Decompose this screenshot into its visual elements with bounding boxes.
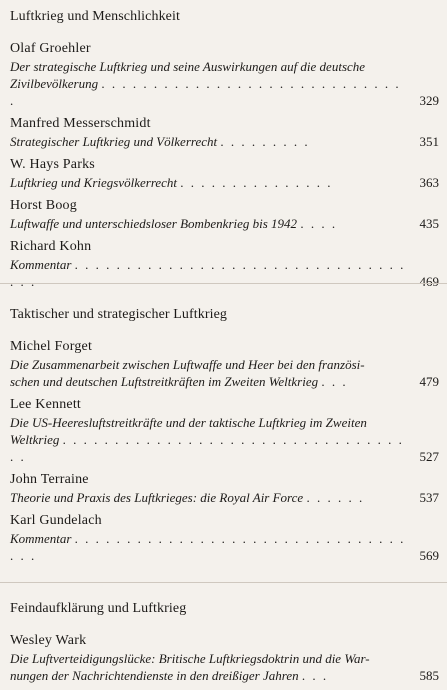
entry-title-line: Luftwaffe und unterschiedsloser Bombenkrieg bis 1942 (10, 216, 298, 231)
entry-title-line: Der strategische Luftkrieg und seine Auswirkungen auf die deutsche (10, 59, 366, 74)
entry-author: Horst Boog (10, 198, 77, 213)
leader-dots: . . . . . . (306, 490, 365, 505)
entry-page-number: 363 (419, 175, 439, 190)
leader-dots: . . . . . . . . . . . . . . . . . . . . . . . . . . . . . . . . . . . (10, 257, 406, 289)
entry-author: Richard Kohn (10, 239, 92, 254)
toc-entry (10, 197, 439, 232)
section-title: Taktischer und strategischer Luftkrieg (10, 307, 228, 322)
toc-entry (10, 115, 439, 150)
section-divider (0, 283, 447, 284)
toc-section-1 (10, 8, 439, 296)
entry-title (10, 414, 439, 465)
toc-section-3 (10, 600, 439, 690)
entry-title-line: Die Zusammenarbeit zwischen Luftwaffe und Heer bei den französi- (10, 357, 365, 372)
toc-entry (10, 40, 439, 109)
entry-title (10, 133, 439, 150)
entry-author: Wesley Wark (10, 633, 87, 648)
leader-dots: . . . (321, 374, 348, 389)
entry-title-line: Kommentar (10, 257, 72, 272)
entry-title-line: Zivilbevölkerung (10, 76, 99, 91)
entry-author: Michel Forget (10, 339, 93, 354)
entry-title-line: schen und deutschen Luftstreitkräften im Zweiten Weltkrieg (10, 374, 319, 389)
section-title: Feindaufklärung und Luftkrieg (10, 601, 187, 616)
entry-page-number: 527 (419, 449, 439, 464)
entry-author: Lee Kennett (10, 397, 81, 412)
entry-title (10, 530, 439, 564)
entry-title-line: Kommentar (10, 531, 72, 546)
section-divider (0, 582, 447, 583)
entry-title (10, 215, 439, 232)
entry-page-number: 351 (419, 134, 439, 149)
toc-section-2 (10, 306, 439, 570)
entry-title (10, 650, 439, 684)
entry-author: John Terraine (10, 472, 89, 487)
entry-title (10, 489, 439, 506)
entry-page-number: 585 (419, 668, 439, 683)
entry-title (10, 256, 439, 290)
entry-title (10, 58, 439, 109)
entry-title-line: Luftkrieg und Kriegsvölkerrecht (10, 175, 178, 190)
leader-dots: . . . . . . . . . . . . . . . . . . . . . . . . . . . . . . . . . . . (10, 531, 406, 563)
entry-title (10, 174, 439, 191)
entry-title-line: Strategischer Luftkrieg und Völkerrecht (10, 134, 218, 149)
entry-page-number: 479 (419, 374, 439, 389)
leader-dots: . . . (301, 668, 329, 683)
leader-dots: . . . . . . . . . . . . . . . (180, 175, 333, 190)
toc-entry (10, 338, 439, 390)
entry-title (10, 356, 439, 390)
toc-entry (10, 396, 439, 465)
toc-entry (10, 512, 439, 564)
entry-author: W. Hays Parks (10, 157, 95, 172)
entry-page-number: 469 (419, 274, 439, 289)
entry-page-number: 435 (419, 216, 439, 231)
leader-dots: . . . . . . . . . . . . . . . . . . . . . . . . . . . . . . (10, 76, 401, 108)
entry-title-line: Die Luftverteidigungslücke: Britische Luftkriegsdoktrin und die War- (10, 651, 370, 666)
toc-entry (10, 632, 439, 684)
toc-entry (10, 471, 439, 506)
entry-title-line: nungen der Nachrichtendienste in den dreißiger Jahren (10, 668, 299, 683)
entry-title-line: Theorie und Praxis des Luftkrieges: die Royal Air Force (10, 490, 304, 505)
entry-author: Karl Gundelach (10, 513, 102, 528)
section-title: Luftkrieg und Menschlichkeit (10, 9, 180, 24)
toc-entry (10, 156, 439, 191)
entry-page-number: 537 (419, 490, 439, 505)
entry-author: Manfred Messerschmidt (10, 116, 151, 131)
entry-title-line: Die US-Heeresluftstreitkräfte und der taktische Luftkrieg im Zweiten (10, 415, 367, 430)
entry-page-number: 569 (419, 548, 439, 563)
entry-page-number: 329 (419, 93, 439, 108)
entry-title-line: Weltkrieg (10, 432, 60, 447)
leader-dots: . . . . (300, 216, 338, 231)
leader-dots: . . . . . . . . . (220, 134, 310, 149)
leader-dots: . . . . . . . . . . . . . . . . . . . . . . . . . . . . . . . . . . . (10, 432, 404, 464)
entry-author: Olaf Groehler (10, 41, 91, 56)
